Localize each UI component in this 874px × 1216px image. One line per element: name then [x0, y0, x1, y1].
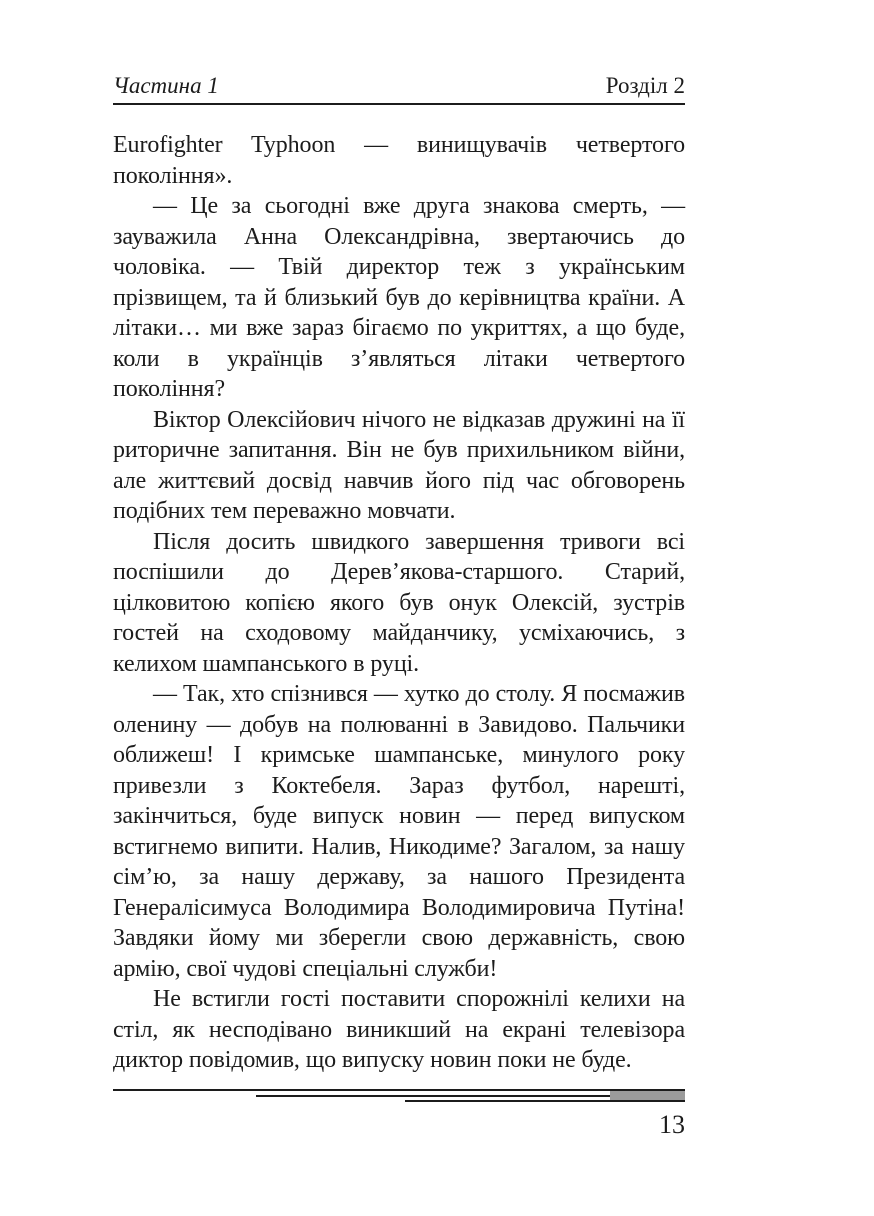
paragraph: Після досить швидкого завершення тривоги всі поспішили до Дерев’якова-старшого. Старий, цілковитою копією якого був онук Олексій, зустрів гостей на сходовому майданчику, усміхаючись, з келихом шампанського в руці.	[113, 528, 685, 677]
paragraph: Віктор Олексійович нічого не відказав дружині на її риторичне запитання. Він не був прихильником війни, але життєвий досвід навчив його під час обговорень подібних тем переважно мовчати.	[113, 406, 685, 524]
page-body	[113, 130, 685, 1076]
page-number: 13	[659, 1109, 685, 1139]
footer-rule-gray-block	[610, 1091, 685, 1100]
footer-rule-line-2	[256, 1095, 610, 1097]
footer-rule-line-3	[405, 1100, 685, 1102]
paragraph: — Це за сьогодні вже друга знакова смерть, — зауважила Анна Олександрівна, звертаючись до чоловіка. — Твій директор теж з українським прізвищем, та й близький був до керівництва країни. А літаки… ми вже зараз бігаємо по укриттях, а що буде, коли в українців з’являться літаки четвертого покоління?	[113, 193, 685, 402]
paragraph: Не встигли гості поставити спорожнілі келихи на стіл, як несподівано виникший на екрані телевізора диктор повідомив, що випуску новин поки не буде.	[113, 986, 685, 1073]
chapter-label: Розділ 2	[605, 73, 685, 98]
paragraph: — Так, хто спізнився — хутко до столу. Я посмажив оленину — добув на полюванні в Завидово. Пальчики оближеш! І кримське шампанське, минулого року привезли з Коктебеля. Зараз футбол, нарешті, закінчиться, буде випуск новин — перед випуском встигнемо випити. Налив, Никодиме? Загалом, за нашу сім’ю, за нашу державу, за нашого Президента Генералісимуса Володимира Володимировича Путіна! Завдяки йому ми зберегли свою державність, свою армію, свої чудові спеціальні служби!	[113, 681, 685, 982]
footer-rule-line-1	[113, 1089, 685, 1091]
footer-ornament-rule	[113, 1089, 685, 1103]
page-number-row	[113, 1110, 685, 1140]
part-label: Частина 1	[113, 73, 219, 98]
paragraph: Eurofighter Typhoon — винищувачів четвертого покоління».	[113, 132, 685, 189]
running-header	[113, 73, 685, 99]
header-rule	[113, 103, 685, 105]
